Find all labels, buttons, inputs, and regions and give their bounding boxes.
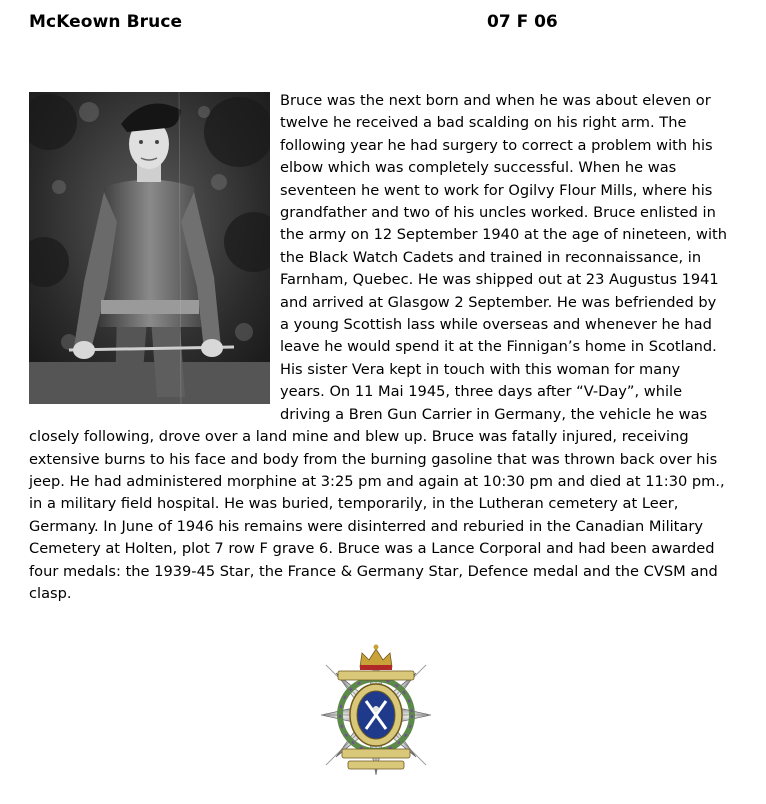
biography-text: Bruce was the next born and when he was about eleven or twelve he received a bad scalding on his right arm. The following year he had surgery to correct a problem with his elbow which was completely successful. When he was seventeen he went to work for Ogilvy Flour Mills, where his grandfather and two of his uncles worked. Bruce enlisted in the army on 12 September 1940 at the age of nineteen, with the Black Watch Cadets and trained in reconnaissance, in Farnham, Quebec. He was shipped out at 23 Augustus 1941 and arrived at Glasgow 2 September. He was befriended by a young Scottish lass while overseas and whenever he had leave he would spend it at the Finnigan’s home in Scotland. His sister Vera kept in touch with this woman for many years. On 11 Mai 1945, three days after “V-Day”, while driving a Bren Gun Carrier in Germany, the vehicle he was closely following, drove over a land mine and blew up. Bruce was fatally injured, receiving extensive burns to his face and body from the burning gasoline that was thrown back over his jeep. He had administered morphine at 3:25 pm and again at 10:30 pm and died at 11:30 pm., in a military field hospital. He was buried, temporarily, in the Lutheran cemetery at Leer, Germany. In June of 1946 his remains were disinterred and reburied in the Canadian Military Cemetery at Holten, plot 7 row F grave 6. Bruce was a Lance Corporal and had been awarded four medals: the 1939-45 Star, the France & Germany Star, Defence medal and the CVSM and clasp. — [29, 92, 727, 602]
regiment-badge — [319, 643, 433, 781]
grave-reference: 07 F 06 — [487, 12, 558, 32]
page-title: McKeown Bruce — [29, 12, 183, 32]
biography — [29, 90, 729, 605]
soldier-portrait-photo — [29, 92, 270, 404]
